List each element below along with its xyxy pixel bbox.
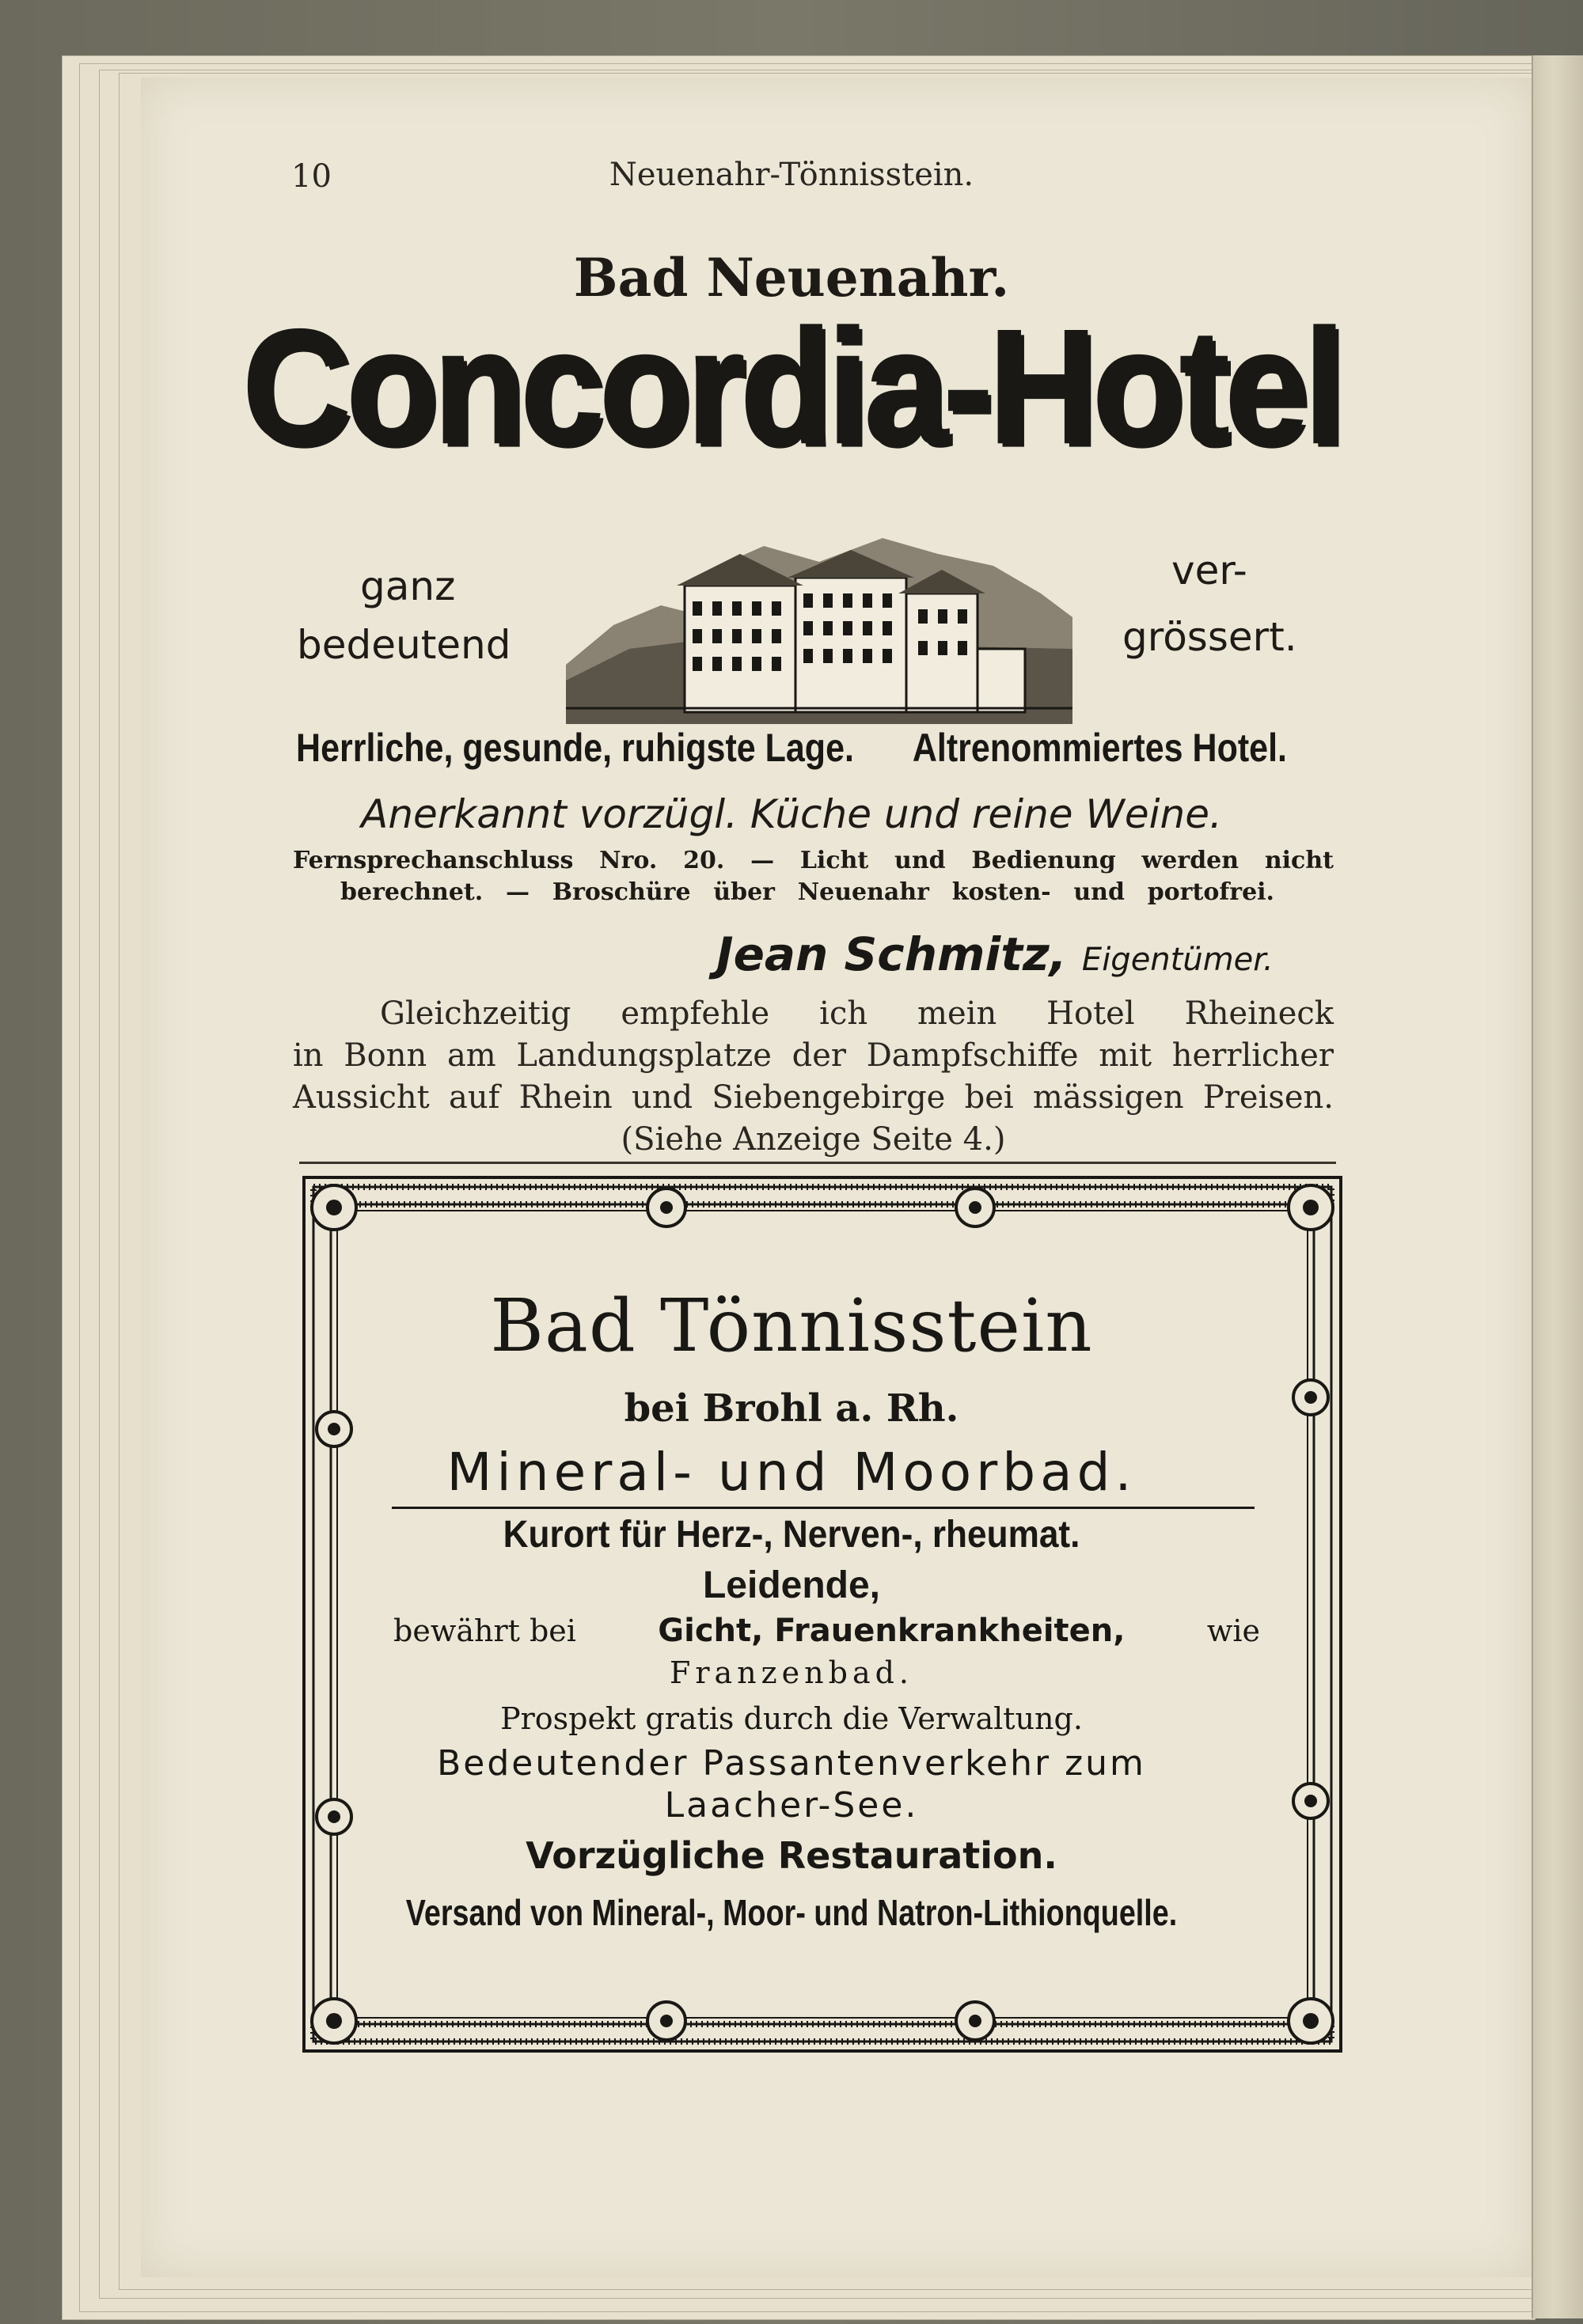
side-text-right-top: ver- <box>1171 548 1247 593</box>
para-line-4: (Siehe Anzeige Seite 4.) <box>621 1121 1006 1158</box>
tonnisstein-location: bei Brohl a. Rh. <box>624 1386 959 1431</box>
hotel-name: Concordia-Hotel <box>242 296 1341 478</box>
fine-print-2: berechnet. — Broschüre über Neuenahr kosten- und portofrei. <box>340 878 1274 906</box>
section-divider <box>299 1162 1336 1164</box>
bath-type: Mineral- und Moorbad. <box>446 1442 1137 1503</box>
para-line-1: Gleichzeitig empfehle ich mein Hotel Rheineck <box>380 995 1334 1032</box>
ad-place: Bad Neuenahr. <box>573 247 1010 309</box>
brochure-line: Prospekt gratis durch die Verwaltung. <box>500 1701 1083 1736</box>
bath-type-underline <box>392 1507 1255 1509</box>
running-title: Neuenahr-Tönnisstein. <box>609 157 974 193</box>
side-text-right-bottom: grössert. <box>1122 614 1297 660</box>
owner-name: Jean Schmitz, <box>716 927 1067 981</box>
tagline-left: Herrliche, gesunde, ruhigste Lage. <box>296 726 854 770</box>
para-line-2: in Bonn am Landungsplatze der Dampfschiffe mit herrlicher <box>293 1037 1334 1074</box>
fine-print-1: Fernsprechanschluss Nro. 20. — Licht und Bedienung werden nicht <box>293 847 1334 874</box>
traffic-line-2: Laacher-See. <box>664 1785 919 1825</box>
traffic-line-1: Bedeutender Passantenverkehr zum <box>437 1743 1146 1784</box>
cure-line-2: Leidende, <box>702 1564 881 1606</box>
kitchen-line: Anerkannt vorzügl. Küche und reine Weine. <box>361 791 1222 837</box>
proven-line <box>393 1613 1260 1649</box>
tonnisstein-title: Bad Tönnisstein <box>490 1283 1093 1368</box>
page-number: 10 <box>291 158 332 195</box>
hotel-engraving <box>566 530 1072 724</box>
shipping-line: Versand von Mineral-, Moor- und Natron-Lithionquelle. <box>405 1892 1178 1933</box>
tagline-right: Altrenommiertes Hotel. <box>912 726 1287 770</box>
cure-line-1: Kurort für Herz-, Nerven-, rheumat. <box>503 1514 1080 1556</box>
proven-line-end: wie <box>1206 1613 1260 1648</box>
owner-signature <box>716 927 1274 981</box>
proven-line-start: bewährt bei <box>393 1613 576 1648</box>
restaurant-line: Vorzügliche Restauration. <box>526 1834 1057 1877</box>
tagline <box>111 725 1472 771</box>
like-franzenbad: Franzenbad. <box>669 1655 914 1690</box>
rheineck-paragraph <box>293 993 1334 1161</box>
side-text-left-top: ganz <box>360 563 456 609</box>
owner-title: Eigentümer. <box>1081 942 1274 978</box>
side-text-left-bottom: bedeutend <box>297 622 511 668</box>
para-line-3: Aussicht auf Rhein und Siebengebirge bei mässigen Preisen. <box>293 1079 1334 1116</box>
proven-diseases: Gicht, Frauenkrankheiten, <box>658 1613 1126 1649</box>
